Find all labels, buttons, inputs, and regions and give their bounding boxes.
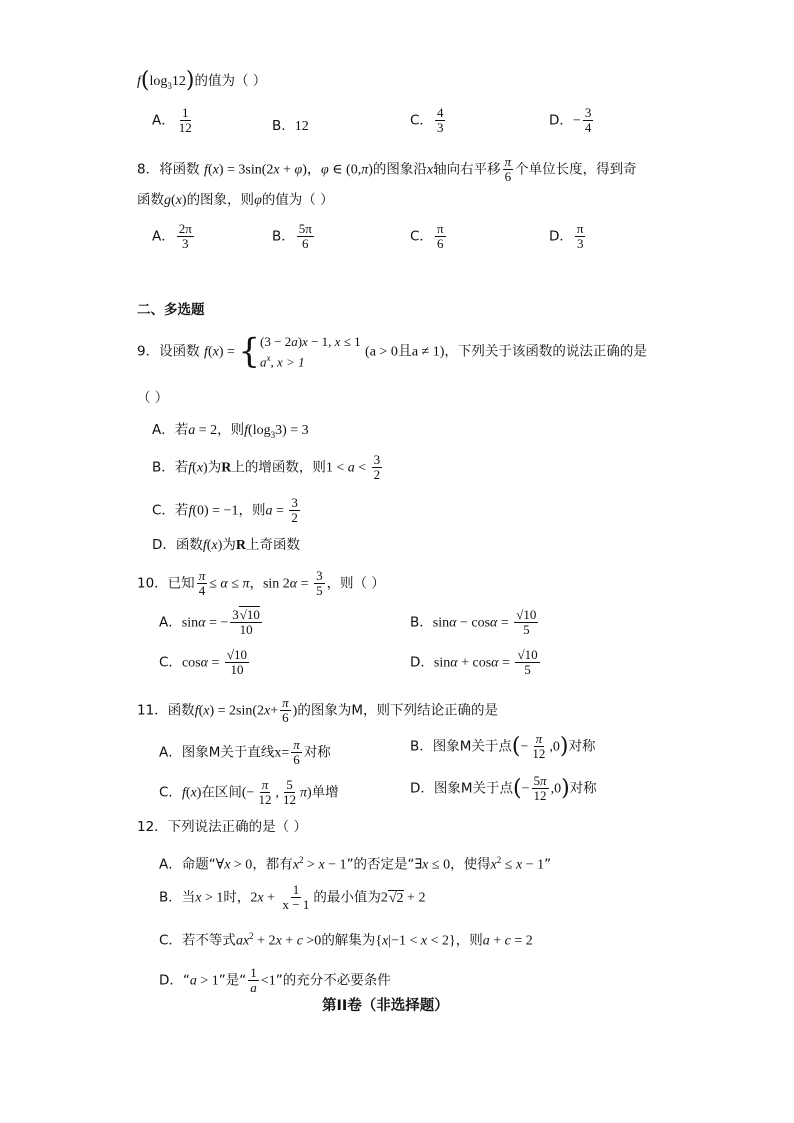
q7-option-a: A． $\frac{1}{12}$ (152, 105, 192, 135)
q7-option-b: B．12 (272, 118, 309, 134)
q7-stem-tail: $f(\log_312)$的值为（ ） (137, 68, 267, 93)
q8-stem-line1: 8．将函数 f(x) = 3sin(2x + φ)，φ ∈ (0,π)的图象沿x轴向右平移 $\frac{\pi}{6}$ 个单位长度，得到奇 (137, 154, 637, 184)
q8-option-b: B． $\frac{5\pi}{6}$ (272, 221, 312, 251)
q8-option-c: C． $\frac{\pi}{6}$ (410, 221, 444, 251)
q12-option-a: A．命题“∀x > 0，都有$x^2 > x - 1$”的否定是“∃x ≤ 0，使得$x^2 \le x - 1$” (159, 855, 552, 873)
q8-stem-line2: 函数g(x)的图象，则φ的值为（ ） (137, 192, 334, 208)
q10-stem: 10．已知 $\frac{\pi}{4}$ ≤ α ≤ π，sin 2α = $\frac{3}{5}$ ，则（ ） (137, 568, 385, 598)
q8-option-d: D． $\frac{\pi}{3}$ (549, 221, 584, 251)
q10-option-a: A．sinα = − $\frac{3√10}{10}$ (159, 607, 260, 637)
q12-option-c: C．若不等式$ax^2 + 2x + c >0$的解集为{x|−1 < x < 2}，则a + c = 2 (159, 931, 533, 949)
q9-stem: 9．设函数 f(x) = { (3 − 2a)x − 1, x ≤ 1 $a^x$, x > 1 (a > 0且a ≠ 1)，下列关于该函数的说法正确的是 (137, 331, 647, 372)
q7-option-c: C． $\frac{4}{3}$ (410, 105, 444, 135)
q10-option-c: C．cosα = $\frac{√10}{10}$ (159, 647, 248, 677)
q11-stem: 11．函数f(x) = 2sin(2x+ $\frac{\pi}{6}$ )的图象为M，则下列结论正确的是 (137, 695, 498, 725)
q7-option-d: D．− $\frac{3}{4}$ (549, 105, 592, 135)
q12-option-d: D．“a > 1”是“ $\frac{1}{a}$ <1”的充分不必要条件 (159, 965, 391, 995)
q11-option-b: B．图象M关于点(− $\frac{\pi}{12}$ ,0)对称 (410, 731, 596, 761)
q11-option-c: C．f(x)在区间(− $\frac{\pi}{12}$ , $\frac{5}{12}$ π)单增 (159, 777, 339, 807)
q12-stem: 12．下列说法正确的是（ ） (137, 819, 307, 835)
q8-option-a: A． $\frac{2\pi}{3}$ (152, 221, 192, 251)
section-title-multiple-choice: 二、多选题 (137, 302, 205, 318)
q12-option-b: B．当x > 1时，2x + $\frac{1}{x - 1}$ 的最小值为2√2 + 2 (159, 882, 426, 912)
part-two-title: 第II卷（非选择题） (322, 998, 449, 1014)
q9-option-c: C．若f(0) = −1，则a = $\frac{3}{2}$ (152, 495, 298, 525)
q9-option-b: B．若f(x)为R上的增函数，则1 < a < $\frac{3}{2}$ (152, 452, 381, 482)
q9-option-a: A．若a = 2，则$f(\log_33) = 3$ (152, 422, 309, 440)
q11-option-d: D．图象M关于点(− $\frac{5\pi}{12}$ ,0)对称 (410, 773, 597, 803)
q9-answer-paren: （ ） (137, 390, 169, 406)
q10-option-b: B．sinα − cosα = $\frac{√10}{5}$ (410, 607, 537, 637)
q11-option-a: A．图象M关于直线x= $\frac{\pi}{6}$ 对称 (159, 737, 331, 767)
q9-option-d: D．函数f(x)为R上奇函数 (152, 537, 300, 553)
q10-option-d: D．sinα + cosα = $\frac{√10}{5}$ (410, 647, 538, 677)
